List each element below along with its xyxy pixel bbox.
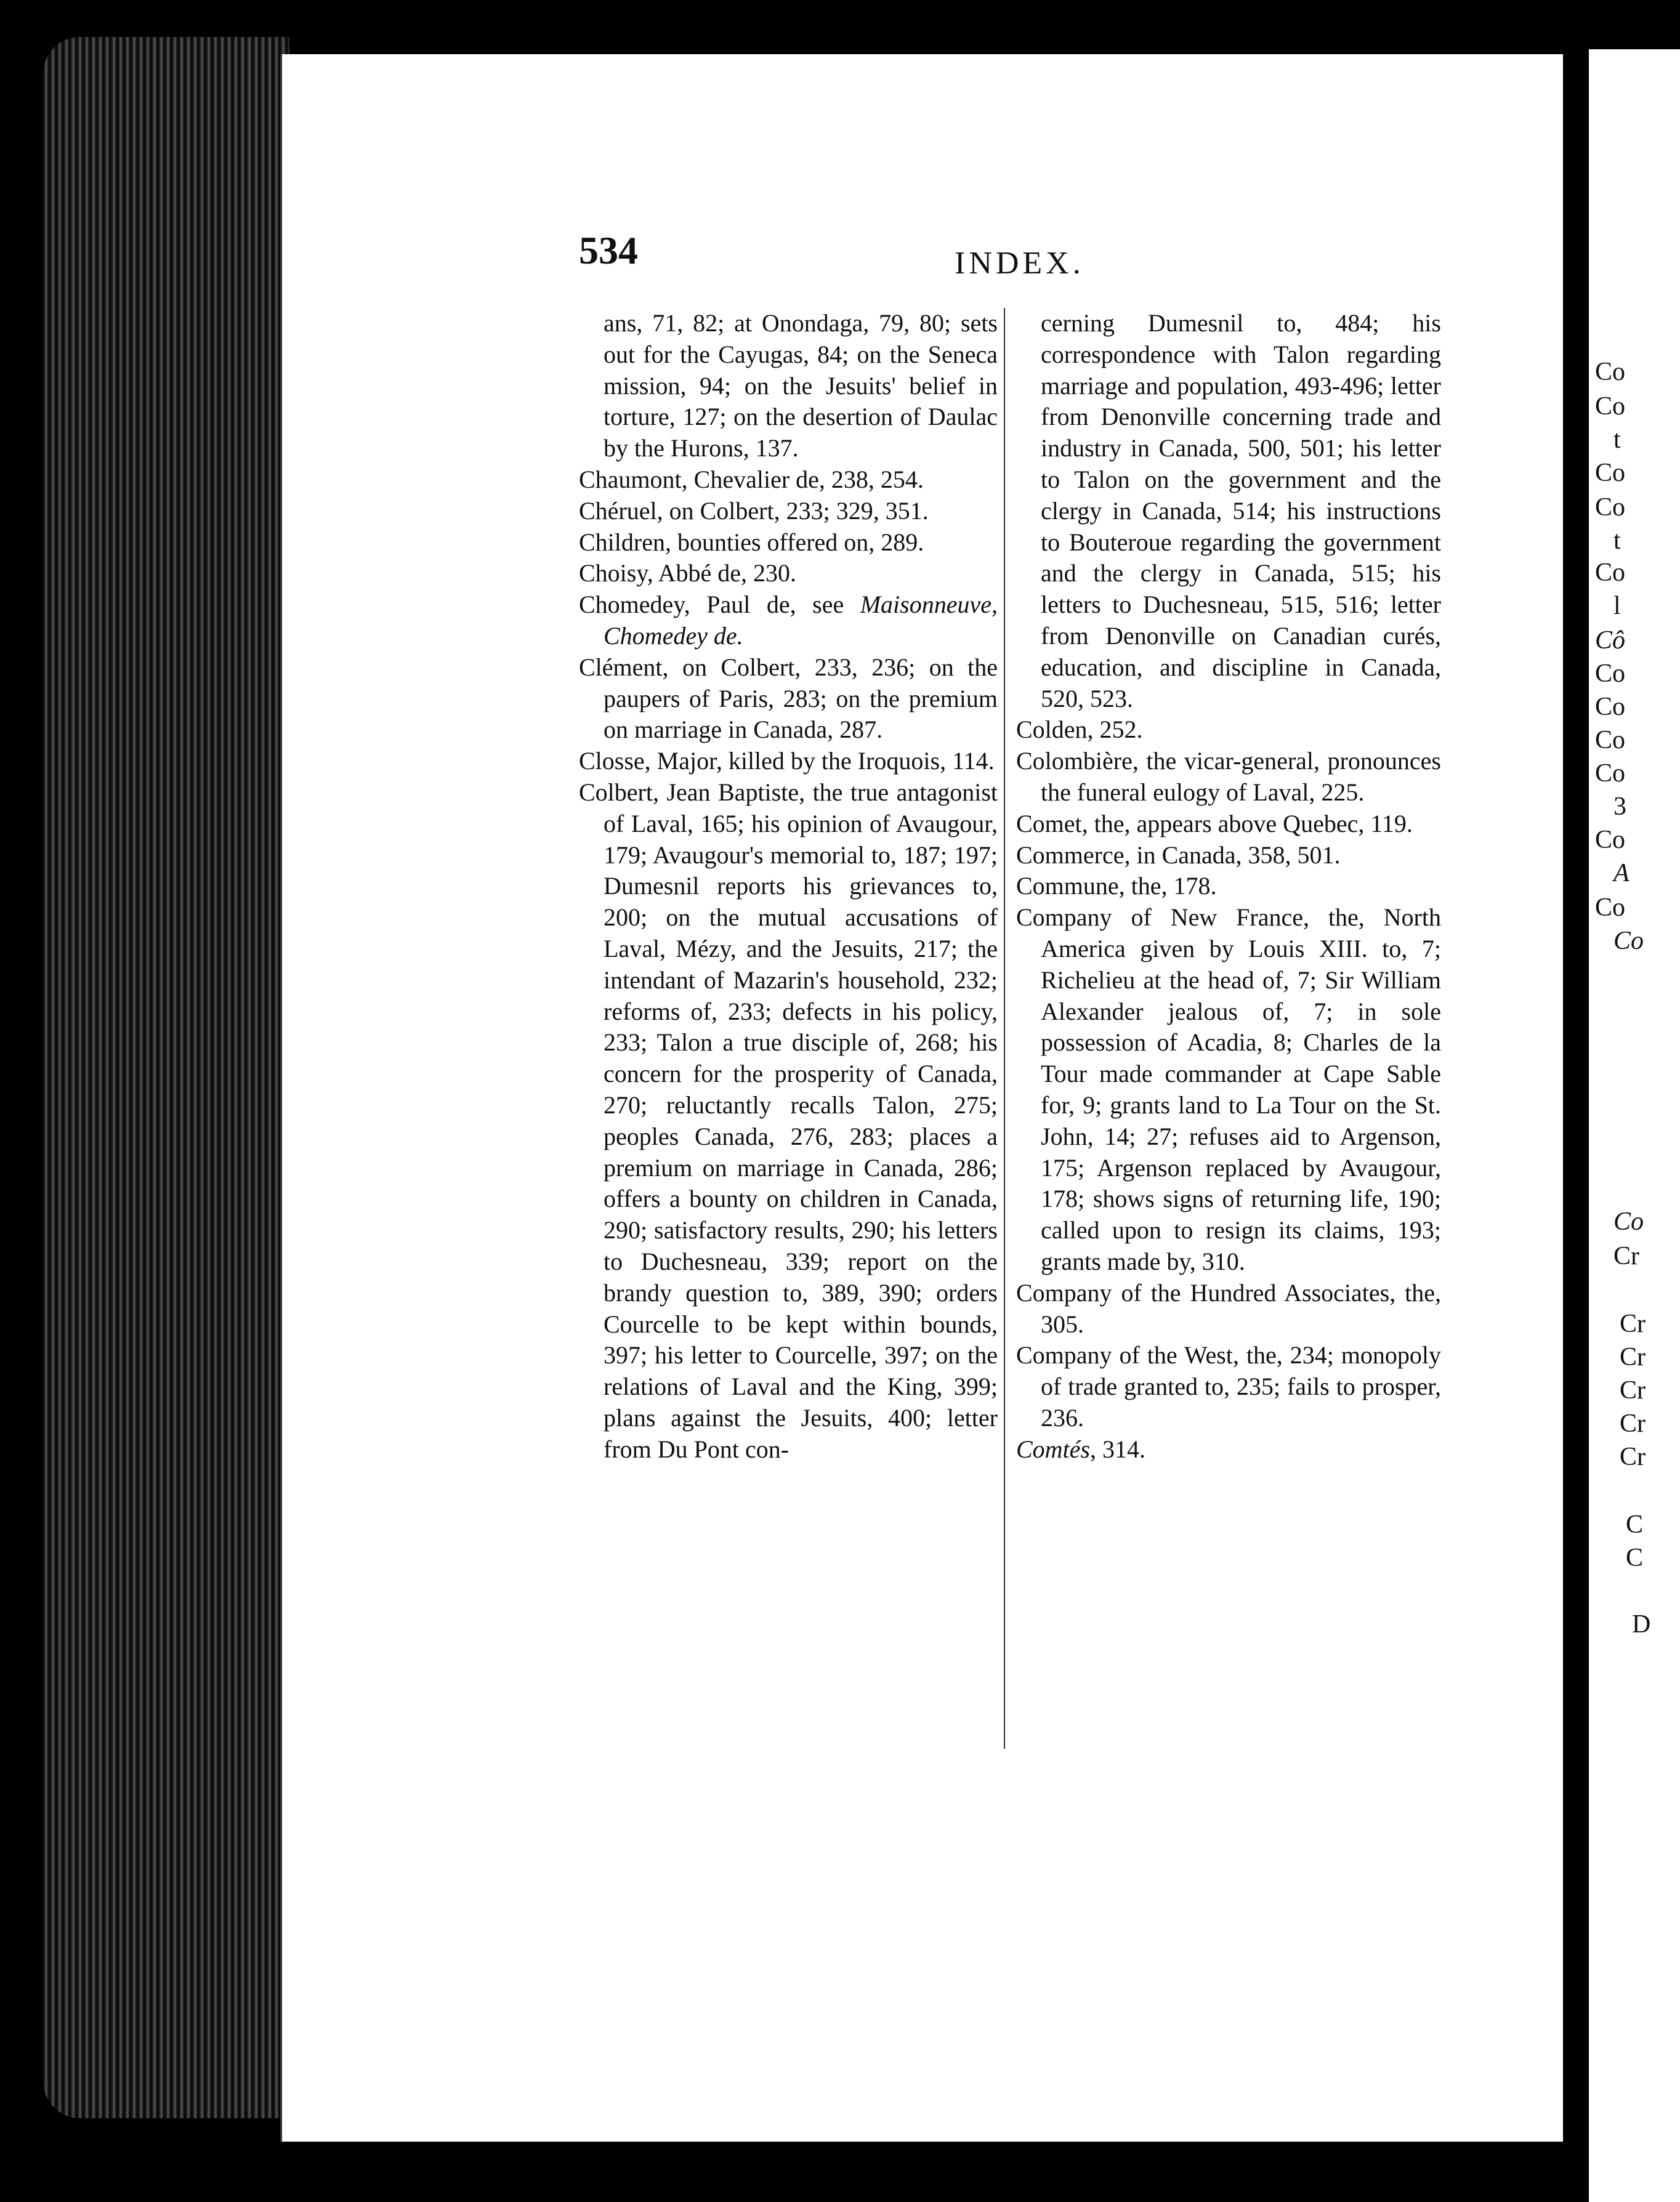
page-number: 534: [579, 228, 638, 272]
index-entry: Commerce, in Canada, 358, 501.: [1016, 841, 1341, 869]
running-head: INDEX.: [955, 246, 1084, 281]
index-entry: Closse, Major, killed by the Iroquois, 114.: [579, 747, 995, 775]
book-page-edges: [43, 37, 289, 2118]
next-page-fragment: Cr: [1620, 1443, 1646, 1471]
index-entry: Children, bounties offered on, 289.: [579, 528, 924, 556]
next-page-fragment: Co: [1595, 659, 1626, 688]
entry-italic-heading: Comtés: [1016, 1435, 1090, 1463]
next-page-fragment: Cr: [1620, 1410, 1646, 1438]
next-page-fragment: Cr: [1620, 1310, 1646, 1338]
next-page-fragment: Cr: [1620, 1343, 1646, 1371]
index-entry: Chaumont, Chevalier de, 238, 254.: [579, 465, 924, 493]
entry-text: Chomedey, Paul de, see: [579, 591, 860, 619]
index-entry: [579, 589, 998, 652]
index-entry: Colbert, Jean Baptiste, the true antagonist of Laval, 165; his opinion of Avaugour, 179; Avaugour's memorial to, 187; 197; Dumesnil reports his grievances to, 200; on the mutual accusations of Laval, Mézy, and the Jesuits, 217; the intendant of Mazarin's household, 232; reforms of, 233; defects in his policy, 233; Talon a true disciple of, 268; his concern for the prosperity of Canada, 270; reluctantly recalls Talon, 275; peoples Canada, 276, 283; places a premium on marriage in Canada, 286; offers a bounty on children in Canada, 290; satisfactory results, 290; his letters to Duchesneau, 339; report on the brandy question to, 389, 390; orders Courcelle to be kept within bounds, 397; his letter to Courcelle, 397; on the relations of Laval and the King, 399; plans against the Jesuits, 400; letter from Du Pont con-: [579, 778, 998, 1463]
next-page-fragment: Cr: [1613, 1242, 1639, 1270]
next-page-fragment: t: [1613, 425, 1621, 454]
entry-text: , 314.: [1090, 1435, 1145, 1463]
index-entry: Comet, the, appears above Quebec, 119.: [1016, 809, 1413, 837]
next-page-fragment: Co: [1595, 726, 1626, 754]
next-page-fragment: Co: [1595, 893, 1626, 922]
next-page-sliver: [1589, 49, 1680, 2202]
next-page-fragment: C: [1626, 1510, 1644, 1539]
next-page-fragment: C: [1626, 1544, 1644, 1572]
index-entry: Choisy, Abbé de, 230.: [579, 559, 796, 587]
index-entry: Company of the Hundred Associates, the, 305.: [1016, 1278, 1441, 1338]
next-page-fragment: 3: [1613, 792, 1626, 821]
index-entry: Company of New France, the, North America given by Louis XIII. to, 7; Richelieu at the head of, 7; Sir William Alexander jealous of, 7; in sole possession of Acadia, 8; Charles de la Tour made commander at Cape Sable for, 9; grants land to La Tour on the St. John, 14; 27; refuses aid to Argenson, 175; Argenson replaced by Avaugour, 178; shows signs of returning life, 190; called upon to resign its claims, 193; grants made by, 310.: [1016, 903, 1441, 1275]
index-column-left: [579, 308, 998, 1465]
index-entry: Chéruel, on Colbert, 233; 329, 351.: [579, 496, 929, 525]
next-page-fragment: Co: [1613, 1208, 1644, 1236]
next-page-fragment: t: [1613, 526, 1621, 555]
index-entry: Colden, 252.: [1016, 716, 1143, 744]
next-page-fragment: Co: [1595, 759, 1626, 788]
next-page-fragment: D: [1632, 1610, 1651, 1639]
next-page-fragment: Cô: [1595, 626, 1626, 655]
index-entry: Clément, on Colbert, 233, 236; on the paupers of Paris, 283; on the premium on marriage in Canada, 287.: [579, 653, 998, 744]
index-entry-continued: ans, 71, 82; at Onondaga, 79, 80; sets out for the Cayugas, 84; on the Seneca mission, 94; on the Jesuits' belief in torture, 127; on the desertion of Daulac by the Hurons, 137.: [604, 309, 998, 462]
next-page-fragment: Co: [1595, 392, 1626, 421]
next-page-fragment: Co: [1613, 927, 1644, 955]
next-page-fragment: Co: [1595, 693, 1626, 721]
next-page-fragment: Co: [1595, 559, 1626, 587]
index-entry: [1016, 1434, 1441, 1466]
next-page-fragment: Co: [1595, 826, 1626, 854]
next-page-fragment: A: [1613, 859, 1630, 887]
index-entry: Colombière, the vicar-general, pronounces the funeral eulogy of Laval, 225.: [1016, 747, 1441, 806]
index-entry-continued: cerning Dumesnil to, 484; his correspondence with Talon regarding marriage and population, 493-496; letter from Denonville concerning trade and industry in Canada, 500, 501; his letter to Talon on the government and the clergy in Canada, 514; his instructions to Bouteroue regarding the government and the clergy in Canada, 515; his letters to Duchesneau, 515, 516; letter from Denonville on Canadian curés, education, and discipline in Canada, 520, 523.: [1041, 309, 1441, 712]
index-entry: Company of the West, the, 234; monopoly of trade granted to, 235; fails to prosper, 236.: [1016, 1341, 1441, 1432]
column-rule: [1004, 308, 1005, 1749]
next-page-fragment: Co: [1595, 493, 1626, 522]
next-page-fragment: Co: [1595, 358, 1626, 386]
next-page-fragment: Co: [1595, 459, 1626, 487]
index-entry: Commune, the, 178.: [1016, 872, 1217, 900]
index-column-right: [1016, 308, 1441, 1465]
next-page-fragment: Cr: [1620, 1376, 1646, 1405]
next-page-fragment: l: [1613, 592, 1621, 620]
entry-italic-reference: Maisonneuve, Chomedey de.: [604, 591, 998, 650]
